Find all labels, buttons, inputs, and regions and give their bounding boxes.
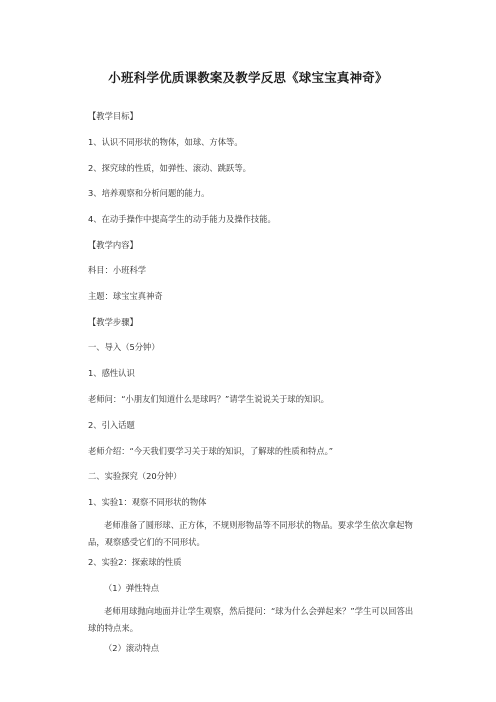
goal-item-3: 3、培养观察和分析问题的能力。 [88,188,210,198]
goal-item-1: 1、认识不同形状的物体，如球、方体等。 [88,137,243,147]
step-paragraph-2: 老师介绍：“今天我们要学习关于球的知识，了解球的性质和特点。” [88,446,334,456]
content-subject: 科目：小班科学 [88,265,147,275]
section-heading-goals: 【教学目标】 [88,111,138,121]
step-heading-experiment: 二、实验探究（20分钟） [88,471,182,481]
experiment-2-elasticity-heading: （1）弹性特点 [104,583,160,593]
experiment-2-rolling-heading: （2）滚动特点 [104,643,160,653]
goal-item-2: 2、探究球的性质，如弹性、滚动、跳跃等。 [88,163,251,173]
section-heading-steps: 【教学步骤】 [88,317,138,327]
experiment-2-heading: 2、实验2：探索球的性质 [88,557,182,567]
step-heading-intro: 一、导入（5分钟） [88,342,160,352]
step-sub-heading-2: 2、引入话题 [88,420,135,430]
experiment-1-paragraph: 老师准备了圆形球、正方体，不规则形物品等不同形状的物品。要求学生依次拿起物品，观察感受它们的不同形状。 [88,520,413,547]
content-theme: 主题：球宝宝真神奇 [88,291,163,301]
document-title: 小班科学优质课教案及教学反思《球宝宝真神奇》 [108,70,388,85]
experiment-1-heading: 1、实验1：观察不同形状的物体 [88,497,207,507]
experiment-2-elasticity-paragraph: 老师用球抛向地面并让学生观察，然后提问：“球为什么会弹起来？”学生可以回答出球的特点来。 [88,606,414,633]
section-heading-content: 【教学内容】 [88,240,138,250]
step-paragraph-1: 老师问：“小朋友们知道什么是球吗？”请学生说说关于球的知识。 [88,394,329,404]
goal-item-4: 4、在动手操作中提高学生的动手能力及操作技能。 [88,214,276,224]
step-sub-heading-1: 1、感性认识 [88,368,135,378]
